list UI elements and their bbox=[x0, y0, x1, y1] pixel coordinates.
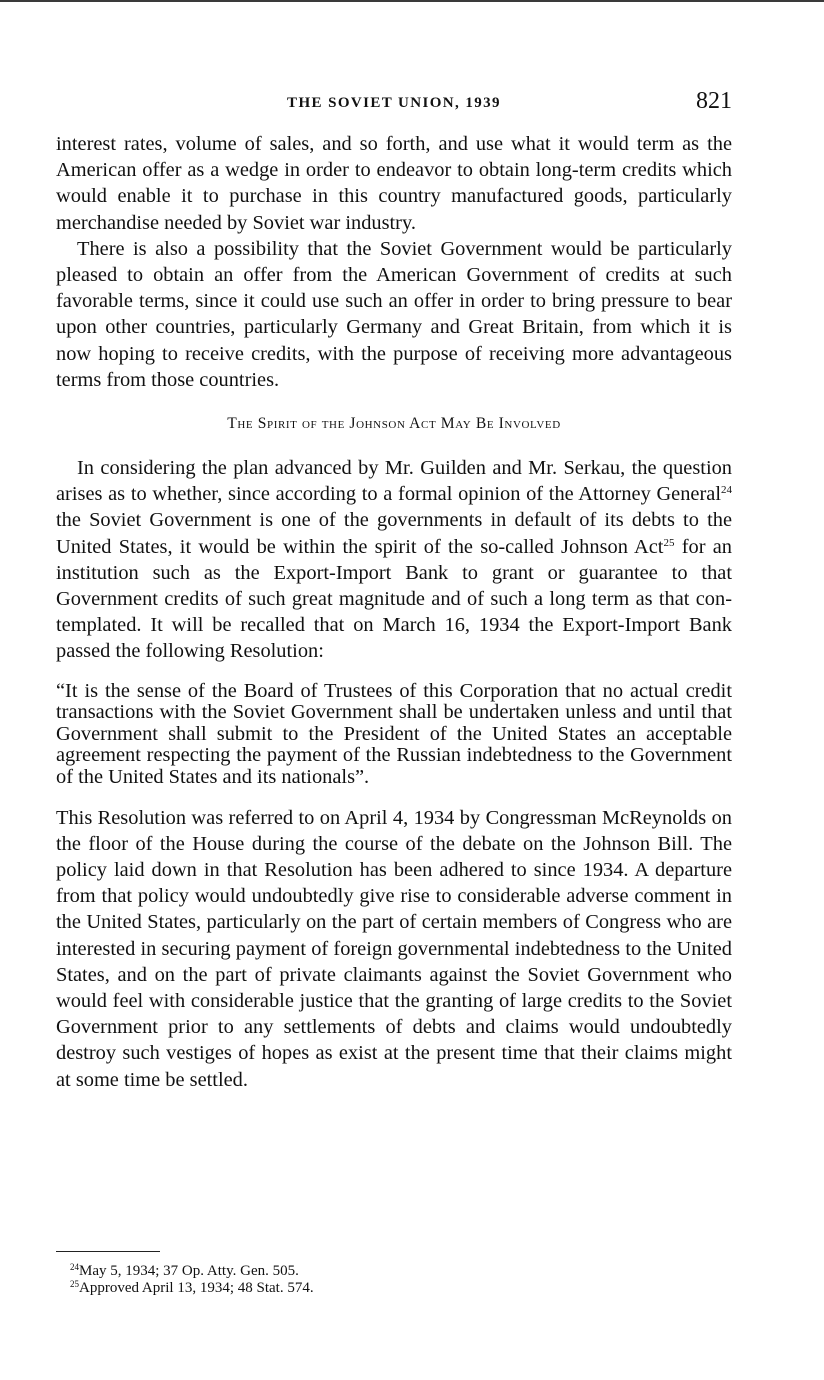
footnote-text: Approved April 13, 1934; 48 Stat. 574. bbox=[79, 1280, 314, 1296]
section-heading: The Spirit of the Johnson Act May Be Involved bbox=[227, 415, 561, 433]
footnote-number: 24 bbox=[70, 1262, 79, 1272]
paragraph-resolution-referred: This Resolution was referred to on April 4, 1934 by Congressman McReynolds on the floor of the House during the course of the debate on the Johnson Bill. The policy laid down in that Resolution has been adhered to since 1934. A departure from that policy would undoubtedly give rise to considerable adverse comment in the United States, particularly on the part of certain members of Congress who are interested in securing payment of foreign governmental indebtedness to the United States, and on the part of private claimants against the Soviet Government who would feel with considerable justice that the granting of large credits to the Soviet Government prior to any settlements of debts and claims would undoubtedly destroy such vestiges of hopes as exist at the present time that their claims might at some time be settled. bbox=[56, 806, 732, 1091]
footnote-divider bbox=[56, 1251, 160, 1252]
footnote-ref-25: 25 bbox=[663, 536, 675, 549]
footnote-ref-24: 24 bbox=[721, 484, 732, 497]
footnotes bbox=[70, 1263, 730, 1297]
document-body bbox=[56, 131, 732, 1093]
page-number: 821 bbox=[696, 88, 732, 114]
top-border-rule bbox=[0, 0, 824, 2]
footnote-number: 25 bbox=[70, 1279, 79, 1289]
quote-text: “It is the sense of the Board of Trustees of this Corporation that no actual credit transactions with the Soviet Government shall be undertaken unless and until that Government shall submit to the President of the United States an acceptable agreement respecting the payment of the Russian indebtedness to the Government of the United States and its nationals”. bbox=[56, 679, 732, 789]
paragraph-text-part2: the Soviet Government is one of the governments in default of its debts to the United States, it would be within the spirit of the so-called Johnson Act bbox=[56, 509, 732, 558]
footnote-25 bbox=[70, 1280, 730, 1297]
footnote-text: May 5, 1934; 37 Op. Atty. Gen. 505. bbox=[79, 1263, 299, 1279]
footnote-24 bbox=[70, 1263, 730, 1280]
page-header bbox=[56, 88, 732, 118]
paragraph-possibility: There is also a possibility that the Soviet Government would be particularly pleased to obtain an offer from the American Government of credits at such favorable terms, since it could use such an offer in order to bring pressure to bear upon other countries, particularly Germany and Great Britain, from which it is now hoping to receive credits, with the purpose of receiving more advantageous terms from those countries. bbox=[56, 237, 732, 391]
paragraph-text-part3: for an institution such as the Export-Import Bank to grant or guarantee to that Government credits of such great magnitude and of such a long term as that contemplated. It will be recalled that on March 16, 1934 the Export-Import Bank passed the following Resolution: bbox=[56, 535, 732, 663]
running-head: THE SOVIET UNION, 1939 bbox=[287, 95, 501, 111]
paragraph-text-part1: In considering the plan advanced by Mr. Guilden and Mr. Serkau, the question arises as to whether, since according to a formal opinion of the Attorney General bbox=[56, 457, 732, 506]
resolution-quote bbox=[56, 681, 732, 789]
paragraph-johnson-act bbox=[56, 455, 732, 665]
paragraph-continued: interest rates, volume of sales, and so forth, and use what it would term as the American offer as a wedge in order to endeavor to obtain long-term credits which would enable it to purchase in this country manufactured goods, particularly merchandise needed by Soviet war industry. bbox=[56, 133, 732, 234]
